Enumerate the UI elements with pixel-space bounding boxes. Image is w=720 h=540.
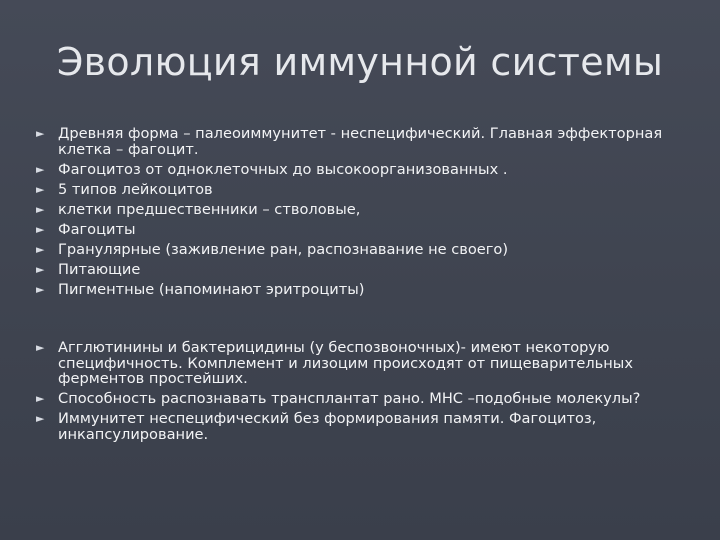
triangle-bullet-icon: ►: [36, 341, 45, 354]
list-item-text: Гранулярные (заживление ран, распознавание не своего): [58, 240, 509, 258]
list-item: [36, 340, 686, 387]
bullet-list-secondary: [36, 340, 686, 447]
list-item-text: Пигментные (напоминают эритроциты): [58, 280, 365, 298]
list-item-text: Фагоцитоз от одноклеточных до высокоорганизованных .: [58, 160, 508, 178]
triangle-bullet-icon: ►: [36, 182, 45, 196]
list-item-text: Иммунитет неспецифический без формирования памяти. Фагоцитоз, инкапсулирование.: [58, 410, 597, 443]
triangle-bullet-icon: ►: [36, 202, 45, 216]
list-item: [36, 162, 686, 178]
list-item: [36, 202, 686, 218]
triangle-bullet-icon: ►: [36, 392, 45, 405]
list-item-text: Древняя форма – палеоиммунитет - неспецифический. Главная эффекторная клетка – фагоцит.: [58, 125, 663, 158]
slide-title: Эволюция иммунной системы: [56, 40, 664, 84]
list-item: [36, 222, 686, 238]
list-item: [36, 182, 686, 198]
list-item: [36, 282, 686, 298]
list-item-text: Питающие: [58, 260, 141, 278]
list-item-text: клетки предшественники – стволовые,: [58, 200, 361, 218]
list-item: [36, 411, 686, 442]
list-item: [36, 391, 686, 407]
bullet-list-primary: [36, 126, 686, 302]
list-item: [36, 262, 686, 278]
list-item-text: 5 типов лейкоцитов: [58, 180, 213, 198]
list-item-text: Фагоциты: [58, 220, 136, 238]
list-item-text: Агглютинины и бактерицидины (у беспозвоночных)- имеют некоторую специфичность. Комплемент и лизоцим происходят от пищеварительных ферментов простейших.: [58, 339, 633, 387]
triangle-bullet-icon: ►: [36, 262, 45, 276]
triangle-bullet-icon: ►: [36, 242, 45, 256]
list-item-text: Способность распознавать трансплантат рано. МНС –подобные молекулы?: [58, 390, 641, 407]
list-item: [36, 242, 686, 258]
triangle-bullet-icon: ►: [36, 127, 45, 140]
triangle-bullet-icon: ►: [36, 412, 45, 425]
triangle-bullet-icon: ►: [36, 222, 45, 236]
list-item: [36, 126, 686, 157]
triangle-bullet-icon: ►: [36, 162, 45, 176]
triangle-bullet-icon: ►: [36, 282, 45, 296]
